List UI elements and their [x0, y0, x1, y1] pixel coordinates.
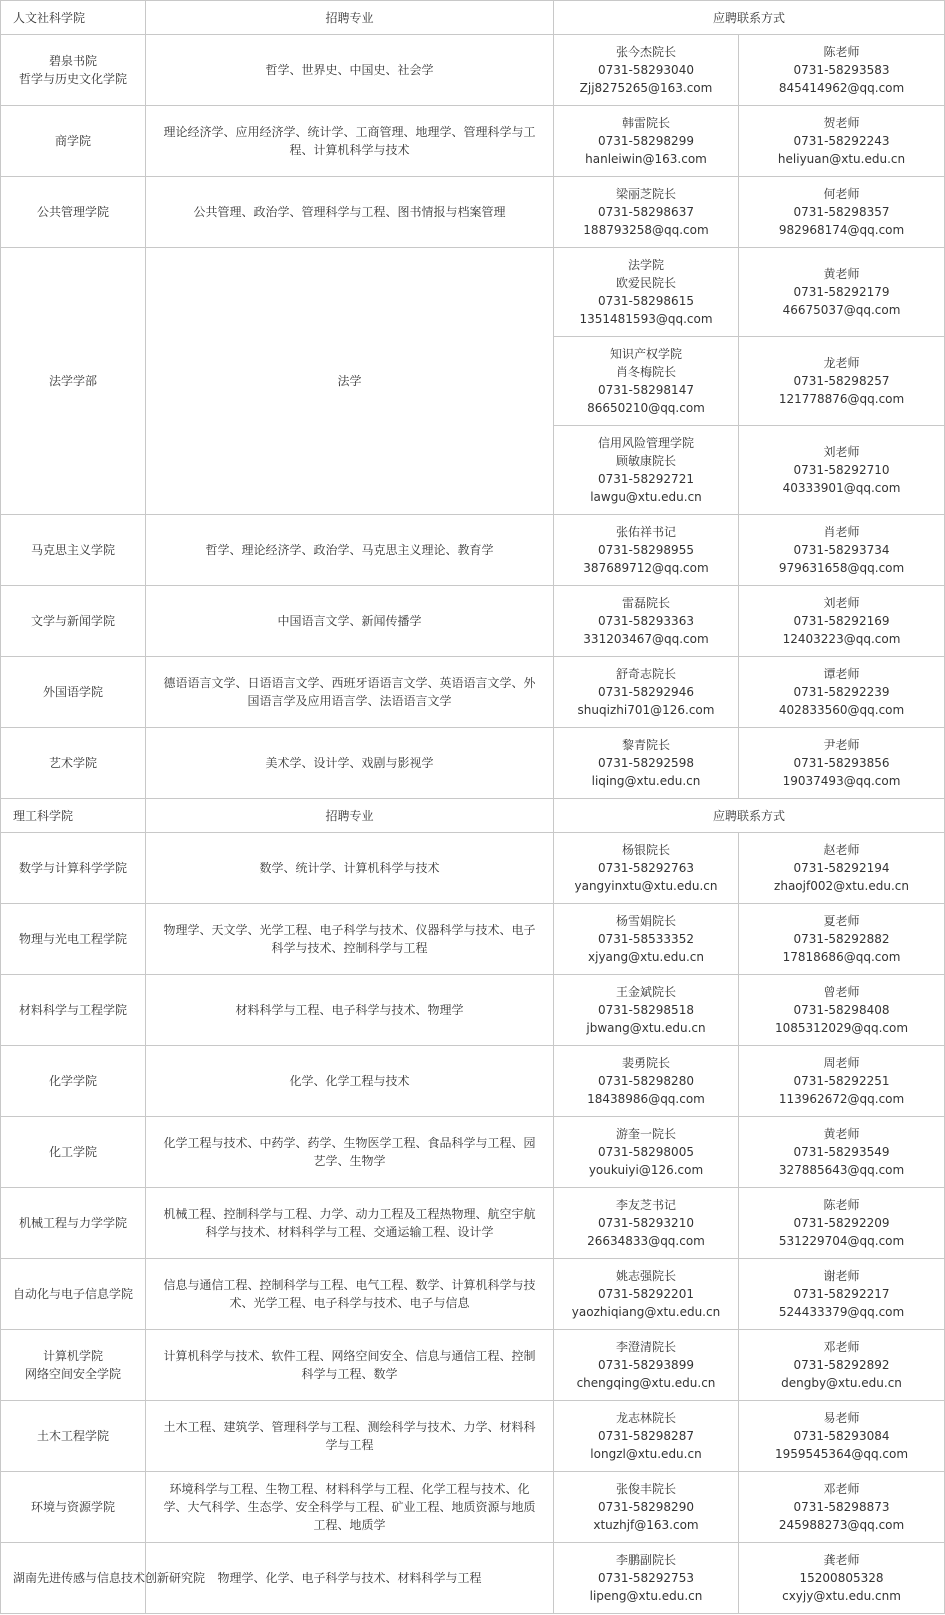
table-row — [1, 833, 945, 904]
college-cell — [1, 1188, 146, 1259]
college-cell — [1, 728, 146, 799]
college-name: 法学学部 — [48, 374, 97, 388]
contact-line: 387689712@qq.com — [583, 561, 709, 575]
contact-line: 张俊丰院长 — [615, 1482, 676, 1496]
contact-line: 18438986@qq.com — [587, 1092, 705, 1106]
contact-line: 40333901@qq.com — [782, 481, 901, 495]
major-cell — [146, 1401, 554, 1472]
teacher-contact-cell — [739, 1117, 945, 1188]
contact-line: youkuiyi@126.com — [588, 1163, 704, 1177]
contact-line: jbwang@xtu.edu.cn — [586, 1021, 706, 1035]
college-cell — [1, 904, 146, 975]
major-text: 哲学、理论经济学、政治学、马克思主义理论、教育学 — [205, 543, 494, 557]
major-text: 德语语言文学、日语语言文学、西班牙语语言文学、英语语言文学、外国语言学及应用语言学、法语语言文学 — [163, 676, 536, 708]
contact-line: 梁丽芝院长 — [615, 187, 676, 201]
contact-line: Zjj8275265@163.com — [579, 81, 713, 95]
table-row — [1, 248, 945, 337]
dean-contact-cell — [554, 904, 739, 975]
contact-line: 0731-58293549 — [793, 1145, 890, 1159]
college-name: 物理与光电工程学院 — [18, 932, 127, 946]
contact-line: 夏老师 — [823, 914, 860, 928]
contact-line: 姚志强院长 — [615, 1269, 676, 1283]
contact-line: lipeng@xtu.edu.cn — [589, 1589, 703, 1603]
contact-line: 0731-58292243 — [793, 134, 890, 148]
contact-line: 赵老师 — [823, 843, 860, 857]
contact-line: liqing@xtu.edu.cn — [591, 774, 701, 788]
contact-line: 雷磊院长 — [621, 596, 670, 610]
contact-line: 刘老师 — [823, 445, 860, 459]
college-cell — [1, 975, 146, 1046]
teacher-contact-cell — [739, 1046, 945, 1117]
contact-line: 杨雪娟院长 — [615, 914, 676, 928]
contact-line: 曾老师 — [823, 985, 860, 999]
major-cell — [146, 657, 554, 728]
table-row — [1, 1259, 945, 1330]
major-text: 化学、化学工程与技术 — [289, 1074, 410, 1088]
college-cell — [1, 657, 146, 728]
contact-line: 肖老师 — [823, 525, 860, 539]
contact-line: 韩雷院长 — [621, 116, 670, 130]
contact-line: 0731-58298357 — [793, 205, 890, 219]
contact-line: 0731-58293210 — [598, 1216, 694, 1230]
major-text: 信息与通信工程、控制科学与工程、电气工程、数学、计算机科学与技术、光学工程、电子科学与技术、电子与信息 — [163, 1278, 536, 1310]
contact-line: 法学院 — [627, 258, 664, 272]
contact-line: 17818686@qq.com — [782, 950, 901, 964]
college-cell — [1, 515, 146, 586]
major-cell — [146, 1117, 554, 1188]
contact-line: 0731-58298287 — [598, 1429, 694, 1443]
major-text: 公共管理、政治学、管理科学与工程、图书情报与档案管理 — [193, 205, 506, 219]
table-row — [1, 1543, 945, 1614]
header-contact: 应聘联系方式 — [554, 1, 945, 35]
header-college: 人文社科学院 — [1, 1, 146, 35]
college-name: 公共管理学院 — [36, 205, 109, 219]
college-cell — [1, 1117, 146, 1188]
contact-line: 0731-58533352 — [598, 932, 694, 946]
contact-line: 贺老师 — [823, 116, 860, 130]
college-name: 商学院 — [54, 134, 91, 148]
dean-contact-cell — [554, 426, 739, 515]
contact-line: yangyinxtu@xtu.edu.cn — [574, 879, 718, 893]
section-header — [1, 799, 945, 833]
contact-line: 0731-58292179 — [793, 285, 890, 299]
contact-line: 0731-58298955 — [598, 543, 694, 557]
dean-contact-cell — [554, 833, 739, 904]
college-name: 哲学与历史文化学院 — [18, 72, 127, 86]
major-text: 化学工程与技术、中药学、药学、生物医学工程、食品科学与工程、园艺学、生物学 — [163, 1136, 536, 1168]
dean-contact-cell — [554, 1472, 739, 1543]
contact-line: yaozhiqiang@xtu.edu.cn — [571, 1305, 721, 1319]
teacher-contact-cell — [739, 975, 945, 1046]
college-name: 计算机学院 — [42, 1349, 103, 1363]
major-cell — [146, 728, 554, 799]
contact-line: 李澄清院长 — [615, 1340, 676, 1354]
dean-contact-cell — [554, 1188, 739, 1259]
major-cell — [146, 248, 554, 515]
contact-line: 0731-58298615 — [598, 294, 694, 308]
contact-line: 信用风险管理学院 — [597, 436, 694, 450]
table-row — [1, 586, 945, 657]
contact-line: xjyang@xtu.edu.cn — [588, 950, 704, 964]
contact-line: 0731-58293040 — [598, 63, 694, 77]
college-cell — [1, 106, 146, 177]
college-cell — [1, 1259, 146, 1330]
major-text: 材料科学与工程、电子科学与技术、物理学 — [235, 1003, 464, 1017]
contact-line: 86650210@qq.com — [587, 401, 705, 415]
contact-line: 顾敏康院长 — [615, 454, 676, 468]
contact-line: 0731-58292598 — [598, 756, 694, 770]
contact-line: 黄老师 — [823, 267, 860, 281]
contact-line: 黄老师 — [823, 1127, 860, 1141]
table-row — [1, 515, 945, 586]
contact-line: 1085312029@qq.com — [774, 1021, 909, 1035]
college-cell — [1, 1046, 146, 1117]
major-text: 哲学、世界史、中国史、社会学 — [265, 63, 434, 77]
contact-line: 0731-58298518 — [598, 1003, 694, 1017]
contact-line: 何老师 — [823, 187, 860, 201]
college-name: 湖南先进传感与信息技术创新研究院 — [13, 1571, 206, 1585]
dean-contact-cell — [554, 586, 739, 657]
contact-line: 0731-58292892 — [793, 1358, 890, 1372]
contact-line: 龙老师 — [823, 356, 860, 370]
contact-line: zhaojf002@xtu.edu.cn — [774, 879, 909, 893]
college-name: 碧泉书院 — [48, 54, 97, 68]
contact-line: 0731-58292882 — [793, 932, 890, 946]
teacher-contact-cell — [739, 1543, 945, 1614]
contact-line: 0731-58298280 — [598, 1074, 694, 1088]
teacher-contact-cell — [739, 1259, 945, 1330]
contact-line: 0731-58298873 — [793, 1500, 890, 1514]
college-cell — [1, 248, 146, 515]
contact-line: 0731-58292239 — [793, 685, 890, 699]
contact-line: 王金斌院长 — [615, 985, 676, 999]
table-row — [1, 657, 945, 728]
teacher-contact-cell — [739, 35, 945, 106]
table-row — [1, 1472, 945, 1543]
contact-line: 邓老师 — [823, 1340, 860, 1354]
table-row — [1, 1188, 945, 1259]
dean-contact-cell — [554, 248, 739, 337]
major-text: 中国语言文学、新闻传播学 — [277, 614, 422, 628]
dean-contact-cell — [554, 975, 739, 1046]
college-name: 网络空间安全学院 — [24, 1367, 121, 1381]
contact-line: 陈老师 — [823, 45, 860, 59]
teacher-contact-cell — [739, 106, 945, 177]
contact-line: 0731-58293856 — [793, 756, 890, 770]
section-header — [1, 1, 945, 35]
teacher-contact-cell — [739, 515, 945, 586]
teacher-contact-cell — [739, 586, 945, 657]
teacher-contact-cell — [739, 904, 945, 975]
college-name: 化工学院 — [48, 1145, 97, 1159]
contact-line: 0731-58292169 — [793, 614, 890, 628]
major-cell — [146, 106, 554, 177]
contact-line: 0731-58292753 — [598, 1571, 694, 1585]
contact-line: 979631658@qq.com — [778, 561, 905, 575]
table-row — [1, 106, 945, 177]
contact-line: 402833560@qq.com — [778, 703, 905, 717]
college-name: 马克思主义学院 — [30, 543, 115, 557]
college-name: 数学与计算科学学院 — [18, 861, 127, 875]
college-cell — [1, 833, 146, 904]
teacher-contact-cell — [739, 177, 945, 248]
teacher-contact-cell — [739, 1188, 945, 1259]
contact-line: dengby@xtu.edu.cn — [781, 1376, 902, 1390]
contact-line: 李鹏副院长 — [615, 1553, 676, 1567]
contact-line: xtuzhjf@163.com — [593, 1518, 699, 1532]
major-text: 计算机科学与技术、软件工程、网络空间安全、信息与通信工程、控制科学与工程、数学 — [163, 1349, 536, 1381]
contact-line: 1351481593@qq.com — [579, 312, 713, 326]
contact-line: 张今杰院长 — [615, 45, 676, 59]
major-text: 理论经济学、应用经济学、统计学、工商管理、地理学、管理科学与工程、计算机科学与技术 — [163, 125, 536, 157]
college-name: 机械工程与力学学院 — [18, 1216, 127, 1230]
table-row — [1, 728, 945, 799]
contact-line: 周老师 — [823, 1056, 860, 1070]
teacher-contact-cell — [739, 426, 945, 515]
teacher-contact-cell — [739, 657, 945, 728]
college-cell — [1, 1472, 146, 1543]
college-cell — [1, 177, 146, 248]
contact-line: 0731-58293363 — [598, 614, 694, 628]
dean-contact-cell — [554, 1046, 739, 1117]
major-cell — [146, 1472, 554, 1543]
contact-line: 0731-58298147 — [598, 383, 694, 397]
teacher-contact-cell — [739, 248, 945, 337]
contact-line: 0731-58293899 — [598, 1358, 694, 1372]
contact-line: 531229704@qq.com — [778, 1234, 905, 1248]
contact-line: 0731-58293084 — [793, 1429, 890, 1443]
contact-line: 刘老师 — [823, 596, 860, 610]
contact-line: 欧爱民院长 — [615, 276, 676, 290]
dean-contact-cell — [554, 657, 739, 728]
college-cell — [1, 586, 146, 657]
dean-contact-cell — [554, 1401, 739, 1472]
major-text: 环境科学与工程、生物工程、材料科学与工程、化学工程与技术、化学、大气科学、生态学、安全科学与工程、矿业工程、地质资源与地质工程、地质学 — [163, 1482, 536, 1532]
contact-line: 0731-58292201 — [598, 1287, 694, 1301]
contact-line: 谢老师 — [823, 1269, 860, 1283]
table-row — [1, 1117, 945, 1188]
contact-line: 0731-58293583 — [793, 63, 890, 77]
major-text: 数学、统计学、计算机科学与技术 — [259, 861, 440, 875]
contact-line: 524433379@qq.com — [778, 1305, 905, 1319]
teacher-contact-cell — [739, 833, 945, 904]
college-name: 材料科学与工程学院 — [18, 1003, 127, 1017]
dean-contact-cell — [554, 35, 739, 106]
contact-line: 李友芝书记 — [615, 1198, 676, 1212]
contact-line: hanleiwin@163.com — [585, 152, 707, 166]
major-cell — [146, 975, 554, 1046]
table-row — [1, 1330, 945, 1401]
contact-line: 46675037@qq.com — [782, 303, 901, 317]
contact-line: 0731-58298408 — [793, 1003, 890, 1017]
contact-line: heliyuan@xtu.edu.cn — [777, 152, 906, 166]
contact-line: 0731-58292251 — [793, 1074, 890, 1088]
contact-line: 黎青院长 — [621, 738, 670, 752]
contact-line: lawgu@xtu.edu.cn — [590, 490, 702, 504]
contact-line: 0731-58292710 — [793, 463, 890, 477]
dean-contact-cell — [554, 1259, 739, 1330]
contact-line: 0731-58298637 — [598, 205, 694, 219]
teacher-contact-cell — [739, 1330, 945, 1401]
contact-line: 15200805328 — [799, 1571, 884, 1585]
major-cell — [146, 1330, 554, 1401]
contact-line: 0731-58298299 — [598, 134, 694, 148]
contact-line: 327885643@qq.com — [778, 1163, 905, 1177]
contact-line: chengqing@xtu.edu.cn — [576, 1376, 716, 1390]
college-cell — [1, 35, 146, 106]
contact-line: 0731-58292209 — [793, 1216, 890, 1230]
contact-line: 裴勇院长 — [621, 1056, 670, 1070]
college-name: 艺术学院 — [48, 756, 97, 770]
contact-line: 舒奇志院长 — [615, 667, 676, 681]
major-text: 美术学、设计学、戏剧与影视学 — [265, 756, 434, 770]
contact-line: cxyjy@xtu.edu.cnm — [782, 1589, 901, 1603]
major-text: 土木工程、建筑学、管理科学与工程、测绘科学与技术、力学、材料科学与工程 — [163, 1420, 536, 1452]
contact-line: 12403223@qq.com — [782, 632, 901, 646]
table-row — [1, 177, 945, 248]
major-cell — [146, 1188, 554, 1259]
contact-line: 游奎一院长 — [615, 1127, 676, 1141]
contact-line: 张佑祥书记 — [615, 525, 676, 539]
contact-line: 121778876@qq.com — [778, 392, 905, 406]
contact-line: 龙志林院长 — [615, 1411, 676, 1425]
contact-line: longzl@xtu.edu.cn — [590, 1447, 702, 1461]
contact-line: 0731-58298290 — [598, 1500, 694, 1514]
major-text: 机械工程、控制科学与工程、力学、动力工程及工程热物理、航空宇航科学与技术、材料科学与工程、交通运输工程、设计学 — [163, 1207, 536, 1239]
table-row — [1, 1401, 945, 1472]
major-cell — [146, 177, 554, 248]
contact-line: shuqizhi701@126.com — [577, 703, 715, 717]
contact-line: 邓老师 — [823, 1482, 860, 1496]
contact-line: 19037493@qq.com — [782, 774, 901, 788]
major-text: 法学 — [337, 374, 362, 388]
contact-line: 0731-58298257 — [793, 374, 890, 388]
contact-line: 易老师 — [823, 1411, 860, 1425]
contact-line: 26634833@qq.com — [587, 1234, 705, 1248]
contact-line: 845414962@qq.com — [778, 81, 905, 95]
major-cell — [146, 833, 554, 904]
contact-line: 188793258@qq.com — [583, 223, 709, 237]
dean-contact-cell — [554, 337, 739, 426]
contact-line: 0731-58298005 — [598, 1145, 694, 1159]
contact-line: 0731-58292763 — [598, 861, 694, 875]
dean-contact-cell — [554, 515, 739, 586]
contact-line: 知识产权学院 — [609, 347, 682, 361]
table-row — [1, 975, 945, 1046]
teacher-contact-cell — [739, 1472, 945, 1543]
major-cell — [146, 35, 554, 106]
contact-line: 245988273@qq.com — [778, 1518, 905, 1532]
contact-line: 杨银院长 — [621, 843, 670, 857]
college-cell — [1, 1330, 146, 1401]
teacher-contact-cell — [739, 728, 945, 799]
college-cell — [1, 1543, 206, 1614]
college-name: 自动化与电子信息学院 — [13, 1287, 134, 1301]
contact-line: 龚老师 — [823, 1553, 860, 1567]
major-text: 物理学、化学、电子科学与技术、材料科学与工程 — [217, 1571, 482, 1585]
contact-line: 0731-58292194 — [793, 861, 890, 875]
table-row — [1, 904, 945, 975]
header-major: 招聘专业 — [146, 1, 554, 35]
dean-contact-cell — [554, 177, 739, 248]
contact-line: 谭老师 — [823, 667, 860, 681]
header-college: 理工科学院 — [1, 799, 146, 833]
major-cell — [146, 1046, 554, 1117]
college-cell — [1, 1401, 146, 1472]
contact-line: 肖冬梅院长 — [615, 365, 676, 379]
college-name: 环境与资源学院 — [30, 1500, 115, 1514]
contact-line: 0731-58292946 — [598, 685, 694, 699]
table-row — [1, 1046, 945, 1117]
contact-line: 0731-58292217 — [793, 1287, 890, 1301]
dean-contact-cell — [554, 728, 739, 799]
contact-line: 331203467@qq.com — [583, 632, 709, 646]
dean-contact-cell — [554, 1330, 739, 1401]
major-cell — [146, 586, 554, 657]
contact-line: 尹老师 — [823, 738, 860, 752]
table-row — [1, 35, 945, 106]
header-major: 招聘专业 — [146, 799, 554, 833]
teacher-contact-cell — [739, 337, 945, 426]
header-contact: 应聘联系方式 — [554, 799, 945, 833]
contact-line: 1959545364@qq.com — [774, 1447, 909, 1461]
college-name: 化学学院 — [48, 1074, 97, 1088]
major-cell — [146, 904, 554, 975]
teacher-contact-cell — [739, 1401, 945, 1472]
dean-contact-cell — [554, 106, 739, 177]
contact-line: 982968174@qq.com — [778, 223, 905, 237]
major-cell — [146, 515, 554, 586]
dean-contact-cell — [554, 1117, 739, 1188]
contact-line: 113962672@qq.com — [778, 1092, 905, 1106]
major-cell — [146, 1259, 554, 1330]
college-name: 土木工程学院 — [36, 1429, 109, 1443]
major-cell — [146, 1543, 554, 1614]
college-name: 外国语学院 — [42, 685, 103, 699]
contact-line: 0731-58293734 — [793, 543, 890, 557]
contact-line: 陈老师 — [823, 1198, 860, 1212]
dean-contact-cell — [554, 1543, 739, 1614]
major-text: 物理学、天文学、光学工程、电子科学与技术、仪器科学与技术、电子科学与技术、控制科学与工程 — [163, 923, 536, 955]
contact-line: 0731-58292721 — [598, 472, 694, 486]
college-name: 文学与新闻学院 — [30, 614, 115, 628]
